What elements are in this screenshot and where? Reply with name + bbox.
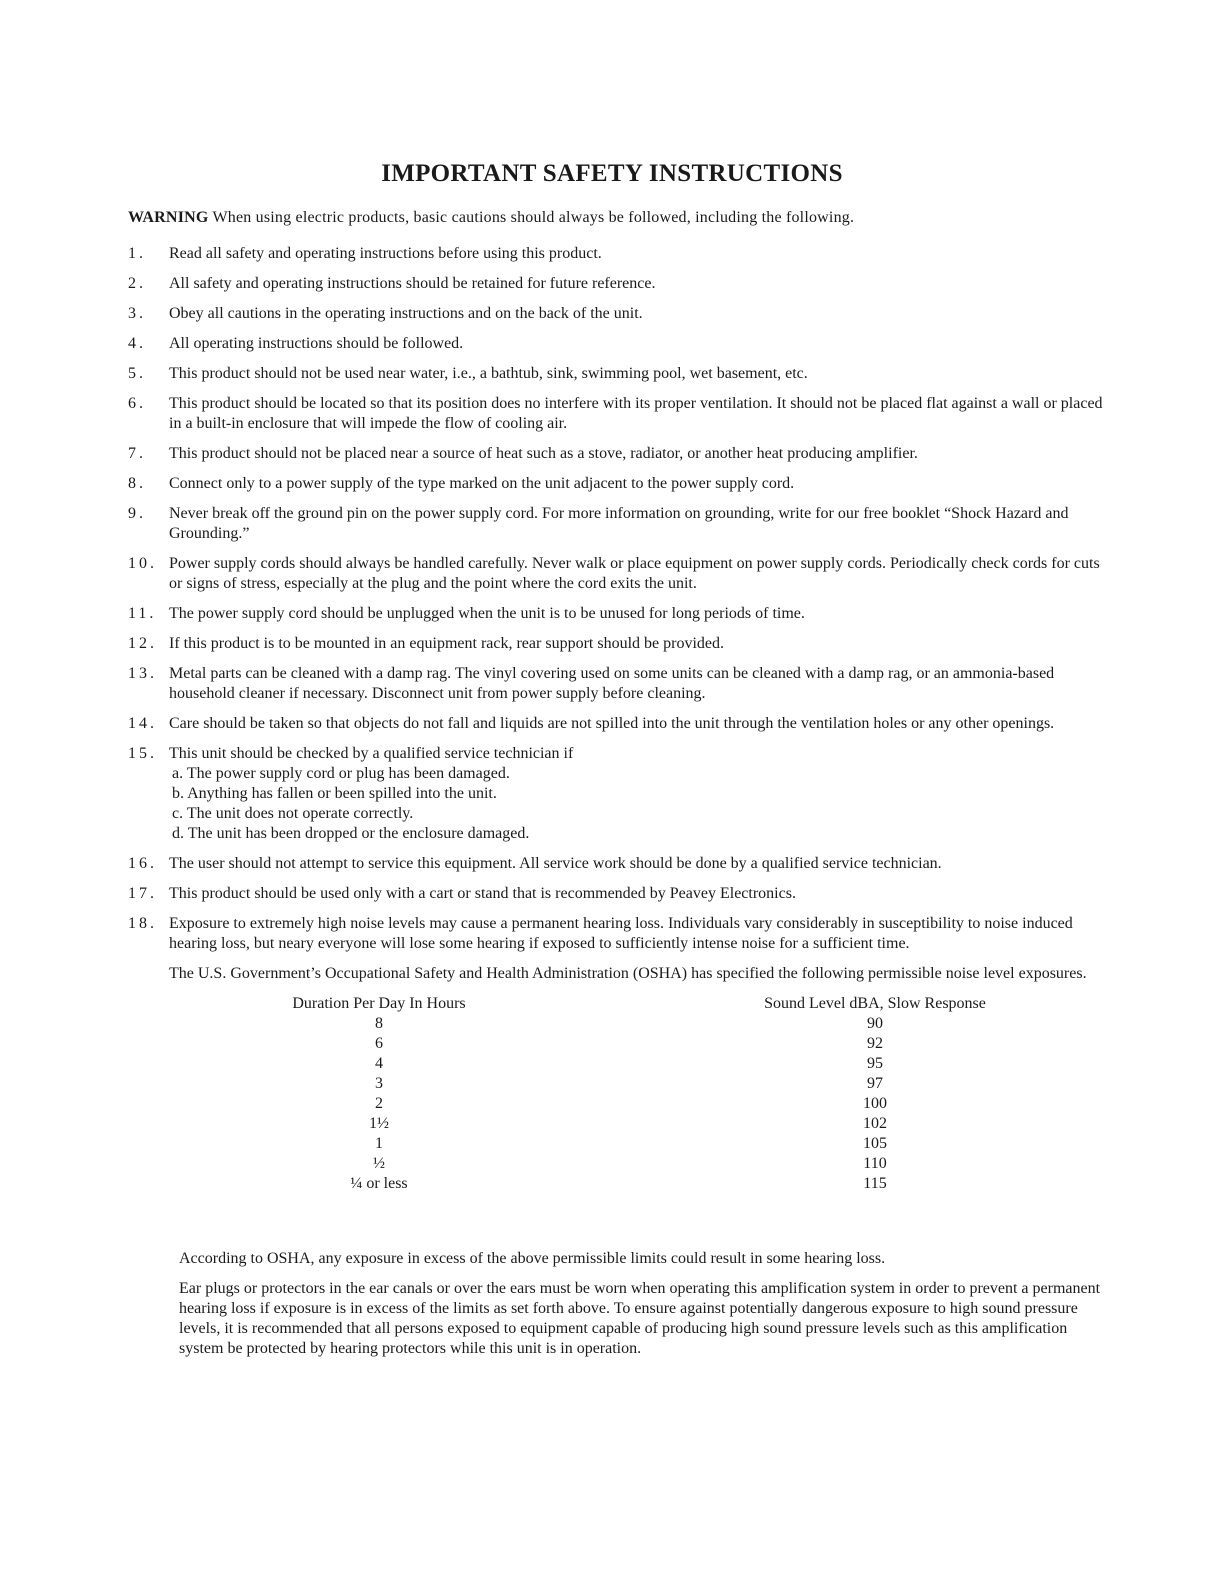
item-text: All operating instructions should be followed. [169,335,464,352]
osha-limit-note: According to OSHA, any exposure in excess of the above permissible limits could result in some hearing loss. [179,1250,886,1267]
closing-paragraphs [179,1249,1109,1369]
warning-line [128,209,1108,227]
item-number: 8. [128,475,146,492]
instruction-item-17 [128,884,1108,904]
item-number: 13. [128,665,157,682]
item-text: Connect only to a power supply of the type marked on the unit adjacent to the power supply cord. [169,475,795,492]
item-number: 4. [128,335,146,352]
item-text: Metal parts can be cleaned with a damp rag. The vinyl covering used on some units can be cleaned with a damp rag, or an ammonia-based household cleaner if necessary. Disconnect unit from power supply before cleaning. [169,665,1055,702]
noise-exposure-table [169,994,1108,1190]
item-text: This product should be used only with a cart or stand that is recommended by Peavey Electronics. [169,885,796,902]
sub-item: b. Anything has fallen or been spilled into the unit. [172,785,497,802]
instruction-item-18 [128,914,1108,1190]
sound-level-cell: 105 [863,1135,887,1152]
item-number: 17. [128,885,157,902]
duration-header: Duration Per Day In Hours [292,995,466,1012]
item-number: 18. [128,915,157,932]
item-number: 11. [128,605,157,622]
sub-item: a. The power supply cord or plug has been damaged. [172,765,510,782]
duration-cell: 1 [375,1135,383,1152]
item-number: 10. [128,555,157,572]
instruction-item-14 [128,714,1108,734]
instruction-item-11 [128,604,1108,624]
duration-cell: 2 [375,1095,383,1112]
item-number: 6. [128,395,146,412]
item-text: The power supply cord should be unplugged when the unit is to be unused for long periods of time. [169,605,805,622]
instruction-item-16 [128,854,1108,874]
sound-level-cell: 97 [867,1075,883,1092]
page-title: IMPORTANT SAFETY INSTRUCTIONS [381,160,843,187]
item-text: The user should not attempt to service this equipment. All service work should be done by a qualified service technician. [169,855,942,872]
instruction-item-2 [128,274,1108,294]
duration-cell: 8 [375,1015,383,1032]
duration-cell: 6 [375,1035,383,1052]
duration-column [279,994,479,1194]
item-number: 7. [128,445,146,462]
instruction-item-4 [128,334,1108,354]
instruction-item-7 [128,444,1108,464]
item-text: Obey all cautions in the operating instructions and on the back of the unit. [169,305,643,322]
duration-cell: 3 [375,1075,383,1092]
instruction-item-8 [128,474,1108,494]
item-text: This product should not be used near water, i.e., a bathtub, sink, swimming pool, wet basement, etc. [169,365,808,382]
duration-cell: ½ [373,1155,385,1172]
sound-level-cell: 95 [867,1055,883,1072]
instruction-item-1 [128,244,1108,264]
warning-label: WARNING [128,209,209,226]
sound-level-column [749,994,1001,1194]
instruction-item-12 [128,634,1108,654]
item-number: 3. [128,305,146,322]
duration-cell: ¼ or less [350,1175,408,1192]
item-text: Exposure to extremely high noise levels may cause a permanent hearing loss. Individuals vary considerably in susceptibility to noise induced hearing loss, but neary everyone will lose some hearing if exposed to sufficiently intense noise for a sufficient time. [169,915,1073,952]
sound-level-cell: 100 [863,1095,887,1112]
instruction-item-6 [128,394,1108,434]
osha-intro: The U.S. Government’s Occupational Safety and Health Administration (OSHA) has specified the following permissible noise level exposures. [169,965,1087,982]
item-number: 2. [128,275,146,292]
sound-level-cell: 90 [867,1015,883,1032]
item-text: All safety and operating instructions should be retained for future reference. [169,275,656,292]
item-number: 16. [128,855,157,872]
item-text: This product should not be placed near a source of heat such as a stove, radiator, or another heat producing amplifier. [169,445,918,462]
warning-text: When using electric products, basic cautions should always be followed, including the following. [208,209,855,226]
hearing-protection-note: Ear plugs or protectors in the ear canals or over the ears must be worn when operating this amplification system in order to prevent a permanent hearing loss if exposure is in excess of the limits as set forth above. To ensure against potentially dangerous exposure to high sound pressure levels, it is recommended that all persons exposed to equipment capable of producing high sound pressure levels such as this amplification system be protected by hearing protectors while this unit is in operation. [179,1280,1101,1357]
item-number: 14. [128,715,157,732]
item-number: 1. [128,245,146,262]
item-number: 9. [128,505,146,522]
item-text: Read all safety and operating instructions before using this product. [169,245,602,262]
instruction-list [128,244,1108,1200]
sound-level-cell: 102 [863,1115,887,1132]
item-text: This unit should be checked by a qualified service technician if [169,745,574,762]
sound-level-header: Sound Level dBA, Slow Response [764,995,986,1012]
sub-list [169,764,1108,844]
item-number: 15. [128,745,157,762]
instruction-item-13 [128,664,1108,704]
duration-cell: 1½ [369,1115,389,1132]
instruction-item-3 [128,304,1108,324]
sub-item: c. The unit does not operate correctly. [172,805,414,822]
item-text: This product should be located so that its position does no interfere with its proper ventilation. It should not be placed flat against a wall or placed in a built-in enclosure that will impede the flow of cooling air. [169,395,1103,432]
instruction-item-9 [128,504,1108,544]
sound-level-cell: 92 [867,1035,883,1052]
instruction-item-5 [128,364,1108,384]
sound-level-cell: 115 [863,1175,887,1192]
item-number: 5. [128,365,146,382]
instruction-item-10 [128,554,1108,594]
item-text: If this product is to be mounted in an equipment rack, rear support should be provided. [169,635,724,652]
item-number: 12. [128,635,157,652]
item-text: Never break off the ground pin on the power supply cord. For more information on grounding, write for our free booklet “Shock Hazard and Grounding.” [169,505,1069,542]
item-text: Power supply cords should always be handled carefully. Never walk or place equipment on power supply cords. Periodically check cords for cuts or signs of stress, especially at the plug and the point where the cord exits the unit. [169,555,1100,592]
sub-item: d. The unit has been dropped or the enclosure damaged. [172,825,530,842]
item-text: Care should be taken so that objects do not fall and liquids are not spilled into the unit through the ventilation holes or any other openings. [169,715,1055,732]
sound-level-cell: 110 [863,1155,887,1172]
duration-cell: 4 [375,1055,383,1072]
instruction-item-15 [128,744,1108,844]
